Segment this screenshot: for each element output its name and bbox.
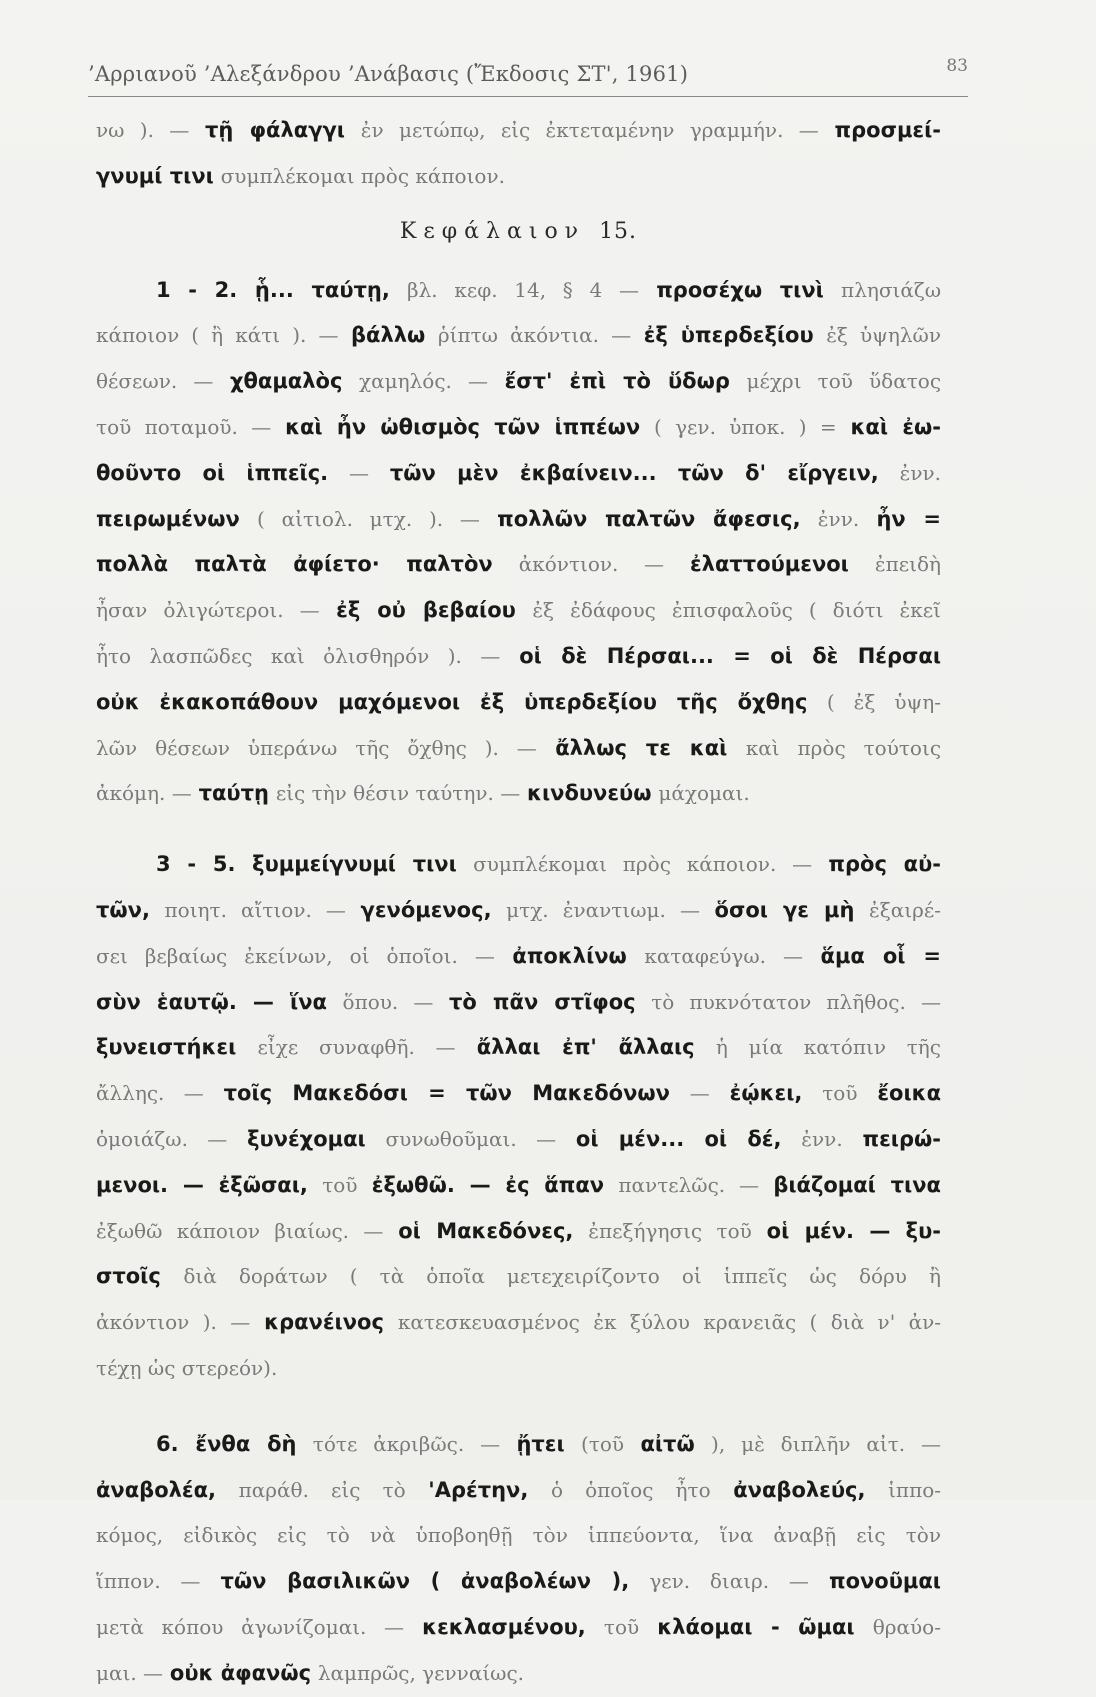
text-line (96, 1071, 941, 1117)
headword: γνυμί τινι (96, 163, 214, 188)
headword: ὅσοι γε μὴ (714, 897, 855, 922)
text-line (96, 268, 941, 314)
text-line (96, 1163, 941, 1209)
text-line (96, 680, 941, 726)
paragraph-gap (96, 1392, 941, 1422)
gloss: — (689, 1081, 710, 1106)
text-line (96, 980, 941, 1026)
headword: καὶ ἐω- (850, 414, 941, 439)
gloss: ἀκόμη. — (96, 781, 192, 806)
headword: ἅμα οἷ = (820, 943, 941, 968)
text-line (96, 1254, 941, 1300)
gloss: καὶ πρὸς τούτοις (745, 735, 941, 760)
headword: ἐξ ὑπερδεξίου (643, 323, 814, 348)
headword: οἱ μέν... οἱ δέ, (575, 1126, 782, 1151)
headword: 3 - 5. ξυμμείγνυμί τινι (156, 852, 457, 877)
gloss: θέσεων. — (96, 369, 214, 394)
headword: βάλλω (351, 323, 426, 348)
gloss: κόμος, εἰδικὸς εἰς τὸ νὰ ὑποβοηθῇ τὸν ἱππεύοντα, ἵνα ἀναβῇ εἰς τὸν (96, 1523, 941, 1548)
headword: 1 - 2. ᾗ... ταύτῃ, (156, 277, 390, 302)
headword: χθαμαλὸς (229, 369, 343, 394)
gloss: μτχ. ἐναντιωμ. — (506, 897, 700, 922)
gloss: ἵππον. — (96, 1569, 201, 1594)
gloss: τοῦ (603, 1614, 640, 1639)
text-line (96, 1468, 941, 1514)
gloss: λῶν θέσεων ὑπεράνω τῆς ὄχθης ). — (96, 735, 537, 760)
text-line (96, 497, 941, 543)
gloss: ἐξ ἐδάφους ἐπισφαλοῦς ( διότι ἐκεῖ (532, 598, 941, 623)
gloss: ἐνν. (817, 506, 860, 531)
headword: ξυνέχομαι (247, 1126, 366, 1151)
gloss: τέχῃ ὡς στερεόν). (96, 1355, 278, 1380)
gloss: ποιητ. αἴτιον. — (164, 897, 346, 922)
gloss: ἦτο λασπῶδες καὶ ὀλισθηρόν ). — (96, 643, 501, 668)
text-line (96, 108, 941, 154)
gloss: βλ. κεφ. 14, § 4 — (407, 277, 639, 302)
headword: κλάομαι - ῶμαι (657, 1614, 855, 1639)
gloss: ἐνν. (899, 460, 941, 485)
gloss: σει βεβαίως ἐκείνων, οἱ ὁποῖοι. — (96, 943, 495, 968)
headword: ἐξ οὐ βεβαίου (336, 598, 516, 623)
headword: ἄλλως τε καὶ (555, 735, 728, 760)
headword: πολλῶν παλτῶν ἄφεσις, (497, 506, 801, 531)
text-line (96, 154, 941, 200)
text-line (96, 1513, 941, 1559)
headword: ἐλαττούμενοι (689, 552, 849, 577)
gloss: συμπλέκομαι πρὸς κάποιον. (220, 163, 505, 188)
headword: γενόμενος, (360, 897, 492, 922)
gloss: ἐξαιρέ- (869, 897, 941, 922)
headword: ξυνειστήκει (96, 1035, 237, 1060)
text-line (96, 542, 941, 588)
headword: οὐκ ἀφανῶς (169, 1660, 312, 1685)
gloss: εἶχε συναφθῆ. — (257, 1035, 456, 1060)
chapter-number: 15. (599, 218, 638, 244)
text-line (96, 1605, 941, 1651)
gloss: (τοῦ (581, 1431, 625, 1456)
gloss: ἐπεξήγησις τοῦ (588, 1218, 752, 1243)
running-header (88, 56, 968, 97)
gloss: γεν. διαιρ. — (649, 1569, 809, 1594)
gloss: τότε ἀκριβῶς. — (312, 1431, 501, 1456)
headword: θοῦντο οἱ ἱππεῖς. (96, 460, 329, 485)
page-body (96, 108, 941, 1697)
headword: ἐξωθῶ. — ἐς ἅπαν (371, 1172, 605, 1197)
gloss: εἰς τὴν θέσιν ταύτην. — (275, 781, 521, 806)
text-line (96, 405, 941, 451)
gloss: διὰ δοράτων ( τὰ ὁποῖα μετεχειρίζοντο οἱ ἱππεῖς ὡς δόρυ ἢ (183, 1264, 941, 1289)
headword: κρανέινος (264, 1310, 384, 1335)
headword: πολλὰ παλτὰ ἀφίετο· παλτὸν (96, 552, 493, 577)
gloss: καταφεύγω. — (644, 943, 804, 968)
gloss: ὅπου. — (342, 989, 434, 1014)
gloss: ἐπειδὴ (874, 552, 941, 577)
gloss: χαμηλός. — (359, 369, 488, 394)
headword: πρὸς αὐ- (828, 852, 941, 877)
text-line (96, 313, 941, 359)
headword: βιάζομαί τινα (773, 1172, 941, 1197)
headword: ᾔτει (516, 1431, 565, 1456)
gloss: παντελῶς. — (618, 1172, 760, 1197)
text-line (96, 1025, 941, 1071)
text-line (96, 1422, 941, 1468)
headword: 'Αρέτην, (428, 1477, 529, 1502)
headword: τὸ πᾶν στῖφος (449, 989, 636, 1014)
gloss: κατεσκευασμένος ἐκ ξύλου κρανειᾶς ( διὰ ν' ἀν- (397, 1310, 941, 1335)
gloss: ἦσαν ὀλιγώτεροι. — (96, 598, 320, 623)
gloss: τοῦ (822, 1081, 858, 1106)
paragraph-gap (96, 817, 941, 842)
headword: προσέχω τινὶ (656, 277, 824, 302)
headword: τῇ φάλαγγι (205, 118, 345, 142)
gloss: λαμπρῶς, γενναίως. (317, 1660, 525, 1685)
gloss: μέχρι τοῦ ὕδατος (746, 369, 941, 394)
headword: ταύτῃ (198, 781, 269, 806)
headword: τῶν βασιλικῶν ( ἀναβολέων ), (220, 1569, 630, 1594)
text-line (96, 451, 941, 497)
gloss: τοῦ (322, 1172, 358, 1197)
text-line (96, 842, 941, 888)
headword: ἦν = (876, 506, 941, 531)
headword: οἱ μέν. — ξυ- (766, 1218, 941, 1243)
gloss: ἡ μία κατόπιν τῆς (715, 1035, 941, 1060)
headword: καὶ ἦν ὠθισμὸς τῶν ἱππέων (285, 414, 641, 439)
headword: πειρωμένων (96, 506, 240, 531)
text-line (96, 771, 941, 817)
gloss: ἐξωθῶ κάποιον βιαίως. — (96, 1218, 384, 1243)
gloss: ἀκόντιον ). — (96, 1310, 251, 1335)
gloss: ἐξ ὑψηλῶν (826, 323, 941, 348)
headword: ἔστ' ἐπὶ τὸ ὕδωρ (504, 369, 730, 394)
gloss: συνωθοῦμαι. — (385, 1126, 557, 1151)
gloss: ὁ ὁποῖος ἦτο (550, 1477, 711, 1502)
gloss: μάχομαι. (658, 781, 750, 806)
headword: οὐκ ἐκακοπάθουν μαχόμενοι ἐξ ὑπερδεξίου τῆς ὄχθης (96, 689, 808, 714)
page-number: 83 (946, 56, 968, 76)
gloss: πλησιάζω (841, 277, 941, 302)
text-line (96, 888, 941, 934)
headword: ἔοικα (877, 1081, 941, 1106)
headword: κινδυνεύω (527, 781, 652, 806)
gloss: — (349, 460, 369, 485)
headword: τοῖς Μακεδόσι = τῶν Μακεδόνων (223, 1081, 670, 1106)
text-line (96, 1300, 941, 1346)
chapter-word: Κεφάλαιον (399, 218, 586, 244)
headword: ἐῴκει, (729, 1081, 803, 1106)
text-line (96, 934, 941, 980)
gloss: μαι. — (96, 1660, 164, 1685)
gloss: μετὰ κόπου ἀγωνίζομαι. — (96, 1614, 405, 1639)
headword: ἀναβολέα, (96, 1477, 217, 1502)
text-line (96, 1209, 941, 1255)
headword: 6. ἔνθα δὴ (156, 1431, 297, 1456)
header-title: ’Αρριανοῦ ’Αλεξάνδρου ’Ανάβασις (Ἔκδοσις ΣΤ', 1961) (88, 62, 689, 86)
headword: σὺν ἑαυτῷ. — ἵνα (96, 989, 327, 1014)
headword: ἄλλαι ἐπ' ἄλλαις (476, 1035, 695, 1060)
gloss: ), μὲ διπλῆν αἰτ. — (711, 1431, 941, 1456)
headword: τῶν μὲν ἐκβαίνειν... τῶν δ' εἴργειν, (389, 460, 879, 485)
gloss: ὁμοιάζω. — (96, 1126, 228, 1151)
gloss: ῥίπτω ἀκόντια. — (437, 323, 632, 348)
gloss: θραύο- (872, 1614, 941, 1639)
gloss: ἐν μετώπῳ, εἰς ἐκτεταμένην γραμμήν. — (360, 118, 819, 142)
chapter-heading (96, 200, 941, 268)
gloss: τὸ πυκνότατον πλῆθος. — (651, 989, 941, 1014)
text-line (96, 1117, 941, 1163)
gloss: ἐνν. (801, 1126, 843, 1151)
headword: οἱ δὲ Πέρσαι... = οἱ δὲ Πέρσαι (519, 643, 941, 668)
text-line (96, 588, 941, 634)
text-line (96, 1346, 941, 1392)
headword: προσμεί- (834, 118, 941, 142)
headword: οἱ Μακεδόνες, (398, 1218, 574, 1243)
gloss: τοῦ ποταμοῦ. — (96, 414, 272, 439)
gloss: ἄλλης. — (96, 1081, 204, 1106)
gloss: κάποιον ( ἢ κάτι ). — (96, 323, 339, 348)
text-line (96, 634, 941, 680)
text-line (96, 359, 941, 405)
headword: πονοῦμαι (828, 1569, 941, 1594)
headword: ἀποκλίνω (512, 943, 627, 968)
text-line (96, 1559, 941, 1605)
headword: πειρώ- (862, 1126, 941, 1151)
gloss: ἱππο- (888, 1477, 941, 1502)
gloss: παράθ. εἰς τὸ (238, 1477, 406, 1502)
gloss: ( γεν. ὑποκ. ) = (653, 414, 837, 439)
headword: τῶν, (96, 897, 150, 922)
text-line (96, 726, 941, 772)
gloss: ( ἐξ ὑψη- (826, 689, 941, 714)
headword: στοῖς (96, 1264, 161, 1289)
gloss: συμπλέκομαι πρὸς κάποιον. — (473, 852, 813, 877)
headword: αἰτῶ (640, 1431, 695, 1456)
headword: ἀναβολεύς, (733, 1477, 866, 1502)
headword: κεκλασμένου, (422, 1614, 586, 1639)
gloss: νω ). — (96, 118, 190, 142)
gloss: ( αἰτιολ. μτχ. ). — (257, 506, 480, 531)
gloss: ἀκόντιον. — (518, 552, 664, 577)
text-line (96, 1651, 941, 1697)
headword: μενοι. — ἐξῶσαι, (96, 1172, 308, 1197)
